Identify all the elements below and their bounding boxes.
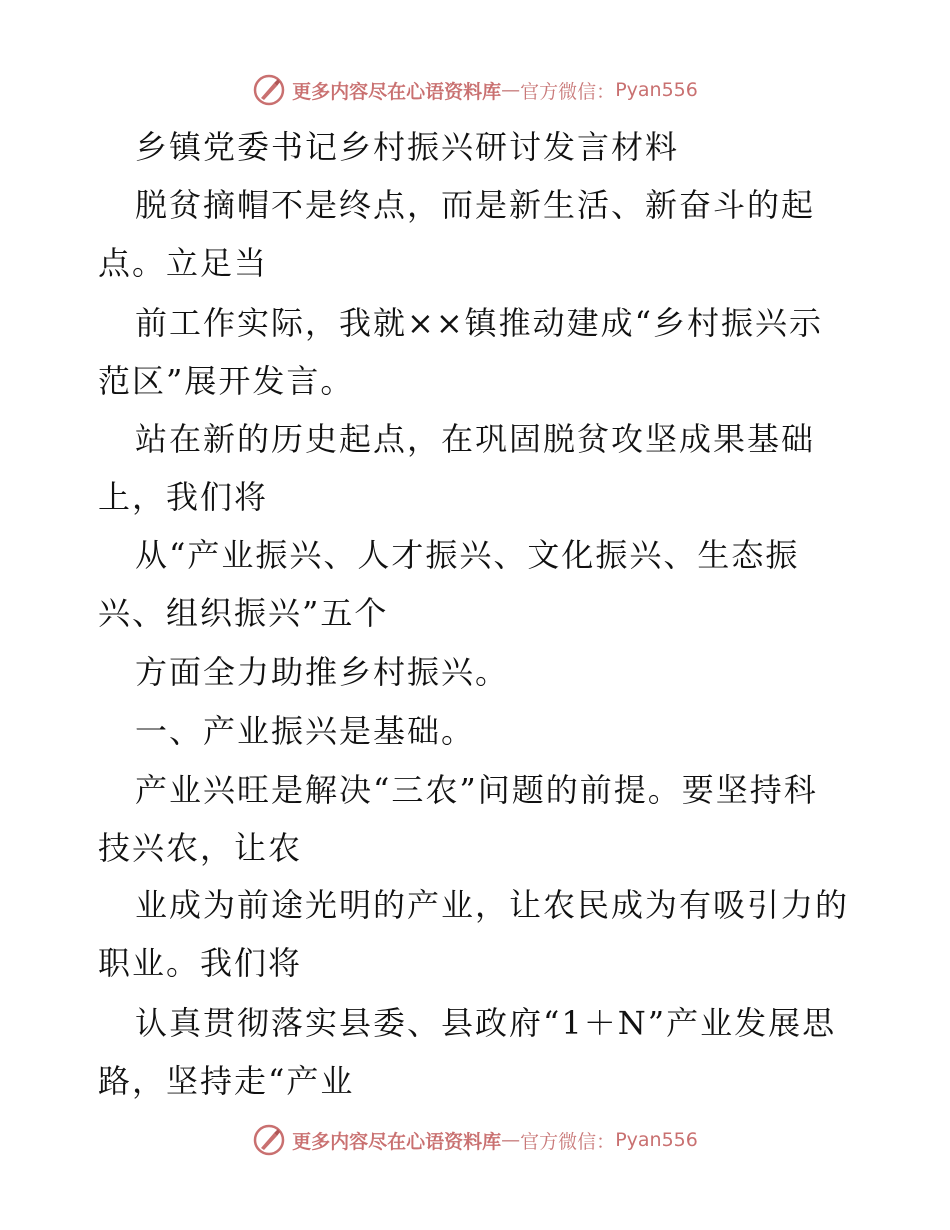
watermark-label: 官方微信： bbox=[520, 80, 616, 103]
pen-logo-icon bbox=[252, 1123, 286, 1157]
paragraph-line: 方面全力助推乡村振兴。 bbox=[135, 653, 510, 691]
paragraph-line: 职业。我们将 bbox=[98, 944, 303, 982]
paragraph-line: 前工作实际，我就××镇推动建成“乡村振兴示 bbox=[135, 304, 823, 342]
paragraph-line: 兴、组织振兴”五个 bbox=[98, 594, 389, 632]
watermark-id: Pyan556 bbox=[615, 79, 698, 101]
footer-watermark bbox=[0, 1120, 950, 1160]
watermark-title: 更多内容尽在心语资料库 bbox=[292, 80, 502, 103]
paragraph-line: 站在新的历史起点，在巩固脱贫攻坚成果基础 bbox=[135, 420, 816, 458]
watermark-dash: — bbox=[501, 79, 521, 101]
paragraph-line: 路，坚持走“产业 bbox=[98, 1062, 355, 1100]
watermark-id: Pyan556 bbox=[615, 1129, 698, 1151]
watermark-label: 官方微信： bbox=[520, 1130, 616, 1153]
paragraph-line: 认真贯彻落实县委、县政府“1＋N”产业发展思 bbox=[135, 1004, 837, 1042]
paragraph-line: 脱贫摘帽不是终点，而是新生活、新奋斗的起 bbox=[135, 186, 816, 224]
paragraph-line: 业成为前途光明的产业，让农民成为有吸引力的 bbox=[135, 886, 850, 924]
document-title: 乡镇党委书记乡村振兴研讨发言材料 bbox=[135, 128, 680, 166]
watermark-title: 更多内容尽在心语资料库 bbox=[292, 1130, 502, 1153]
paragraph-line: 产业兴旺是解决“三农”问题的前提。要坚持科 bbox=[135, 771, 818, 809]
watermark-dash: — bbox=[501, 1129, 521, 1151]
paragraph-line: 点。立足当 bbox=[98, 244, 269, 282]
section-heading: 一、产业振兴是基础。 bbox=[135, 712, 476, 750]
paragraph-line: 从“产业振兴、人才振兴、文化振兴、生态振 bbox=[135, 536, 800, 574]
paragraph-line: 范区”展开发言。 bbox=[98, 362, 355, 400]
paragraph-line: 上，我们将 bbox=[98, 478, 269, 516]
paragraph-line: 技兴农，让农 bbox=[98, 829, 303, 867]
